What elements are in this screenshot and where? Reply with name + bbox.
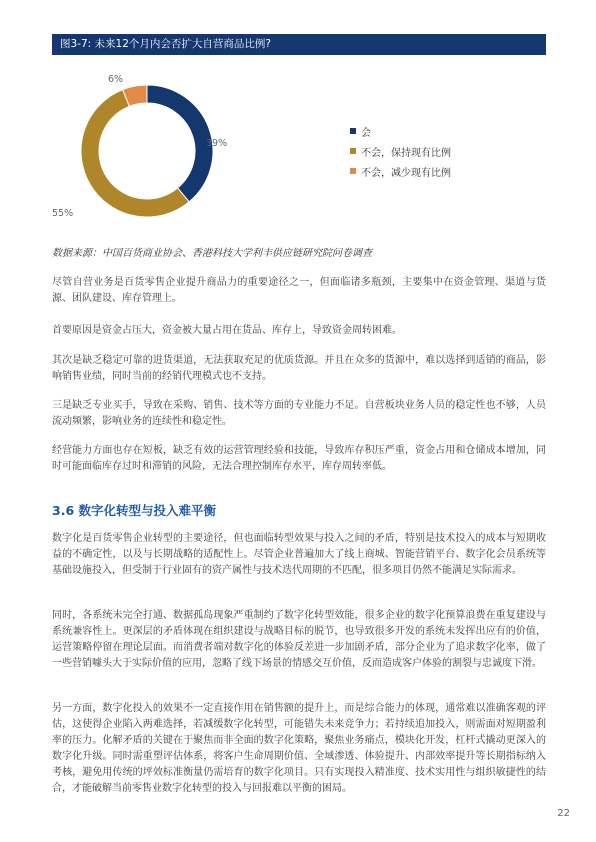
donut-chart-svg: [52, 58, 546, 238]
figure-title: 图3-7: 未来12个月内会否扩大自营商品比例?: [52, 34, 546, 55]
legend-label-reduce: 不会，减少现有比例: [361, 167, 451, 179]
paragraph: 其次是缺乏稳定可靠的进货渠道，无法获取充足的优质货源。并且在众多的货源中，难以选择到适销的商品，影响销售业绩，同时当前的经销代理模式也不支持。: [52, 355, 546, 382]
legend-label-keep: 不会，保持现有比例: [361, 147, 451, 159]
donut-chart: [52, 58, 546, 238]
donut-slice-yes: [147, 85, 213, 202]
paragraph: 经营能力方面也存在短板，缺乏有效的运营管理经验和技能，导致库存积压严重，资金占用和仓储成本增加，同时可能面临库存过时和滞销的风险，无法合理控制库存水平，库存周转率低。: [52, 445, 546, 472]
slice-label-keep: 55%: [52, 208, 74, 219]
legend-swatch-keep: [350, 148, 356, 154]
section-paragraph: 数字化是百货零售企业转型的主要途径，但也面临转型效果与投入之间的矛盾，特别是技术投入的成本与短期收益的不确定性，以及与长期战略的适配性上。尽管企业普遍加大了线上商城、智能营销平台、数字化会员系统等基础设施投入，但受制于行业固有的资产属性与技术迭代周期的不匹配，很多项目仍然不能满足实际需求。: [52, 533, 546, 576]
slice-label-yes: 39%: [206, 138, 228, 149]
section-paragraph: 另一方面，数字化投入的效果不一定直接作用在销售额的提升上，而是综合能力的体现，通常难以准确客观的评估，这使得企业陷入两难选择，若减缓数字化转型，可能错失未来竞争力；若持续追加投入，则需面对短期盈利率的压力。化解矛盾的关键在于聚焦而非全面的数字化策略，聚焦业务痛点，模块化开发，杠杆式撬动更深入的数字化升级。同时需重塑评估体系，将客户生命周期价值、全域渗透、体验提升、内部效率提升等长期指标纳入考核，避免用传统的坪效标准衡量仍需培育的数字化项目。只有实现投入精准度、技术实用性与组织敏捷性的结合，才能破解当前零售业数字化转型的投入与回报难以平衡的困局。: [52, 703, 546, 794]
legend-item-yes: [350, 122, 451, 140]
paragraph: 首要原因是资金占压大，资金被大量占用在货品、库存上，导致资金周转困难。: [52, 325, 402, 336]
legend-item-reduce: [350, 162, 451, 180]
legend-swatch-reduce: [350, 168, 356, 174]
data-source: 数据来源：中国百货商业协会、香港科技大学利丰供应链研究院问卷调查: [52, 248, 372, 259]
legend-swatch-yes: [350, 128, 356, 134]
section-title: 3.6 数字化转型与投入难平衡: [52, 503, 216, 518]
section-paragraph: 同时，各系统未完全打通、数据孤岛现象严重制约了数字化转型效能，很多企业的数字化预算浪费在重复建设与系统兼容性上。更深层的矛盾体现在组织建设与战略目标的脱节，也导致很多开发的系统未发挥出应有的价值，运营策略停留在理论层面。而消费者端对数字化的体验反差进一步加剧矛盾，部分企业为了追求数字化率，做了一些营销噱头大于实际价值的应用，忽略了线下场景的情感交互价值，反而造成客户体验的割裂与忠诚度下滑。: [52, 610, 546, 669]
page-number: 22: [557, 808, 570, 819]
chart-legend: [350, 122, 451, 182]
paragraph: 尽管自营业务是百货零售企业提升商品力的重要途径之一，但面临诸多瓶颈，主要集中在资金管理、渠道与货源、团队建设、库存管理上。: [52, 277, 546, 304]
slice-label-reduce: 6%: [108, 74, 124, 85]
paragraph: 三是缺乏专业买手，导致在采购、销售、技术等方面的专业能力不足。自营板块业务人员的稳定性也不够，人员流动频繁，影响业务的连续性和稳定性。: [52, 400, 546, 427]
legend-item-keep: [350, 142, 451, 160]
legend-label-yes: 会: [361, 127, 371, 139]
